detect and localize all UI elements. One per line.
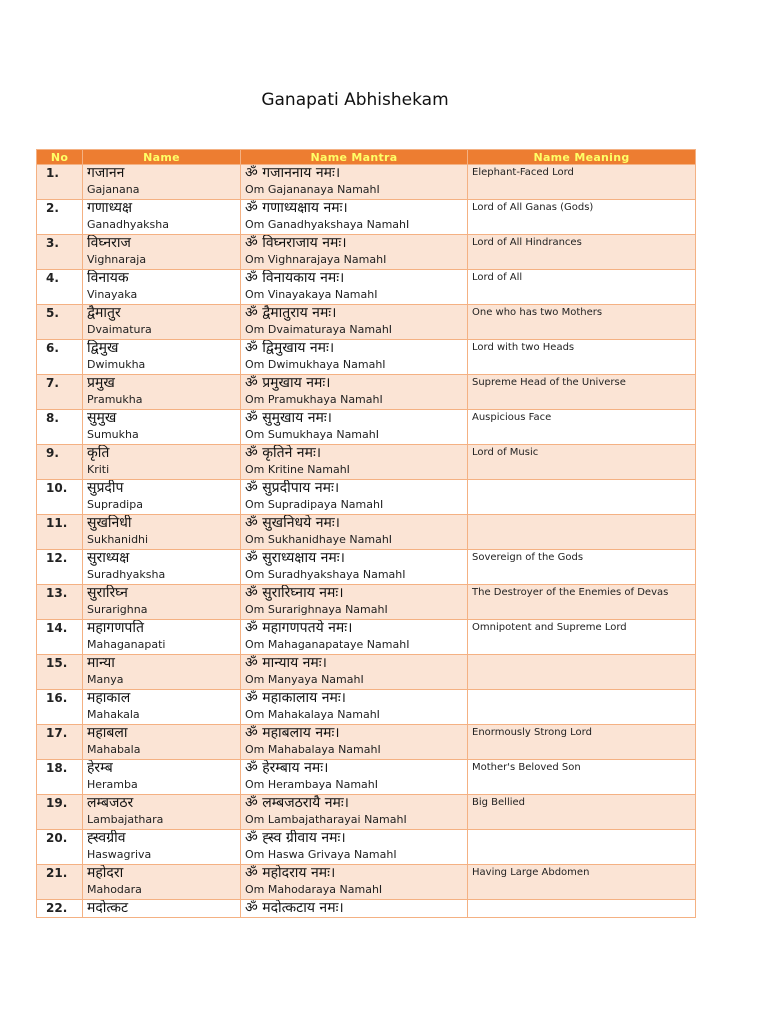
mantra-latin: Om Suradhyakshaya NamahI [245, 568, 406, 581]
header-mantra: Name Mantra [241, 150, 468, 165]
mantra-latin: Om Ganadhyakshaya NamahI [245, 218, 410, 231]
cell-mantra [241, 305, 468, 340]
table-row [37, 655, 696, 690]
cell-mantra [241, 340, 468, 375]
cell-mantra [241, 795, 468, 830]
cell-no [37, 165, 83, 200]
cell-name [83, 760, 241, 795]
cell-name [83, 585, 241, 620]
mantra-latin: Om Vinayakaya NamahI [245, 288, 378, 301]
cell-name [83, 410, 241, 445]
cell-no [37, 795, 83, 830]
row-number: 12. [46, 551, 68, 565]
cell-mantra [241, 690, 468, 725]
cell-meaning [468, 795, 696, 830]
table-row [37, 690, 696, 725]
name-meaning [472, 690, 691, 692]
cell-no [37, 305, 83, 340]
table-row [37, 445, 696, 480]
cell-meaning [468, 200, 696, 235]
name-latin: Lambajathara [87, 813, 164, 826]
name-devanagari: ह्स्वग्रीव [87, 830, 126, 846]
row-number: 18. [46, 761, 68, 775]
cell-mantra [241, 515, 468, 550]
cell-no [37, 865, 83, 900]
row-number: 2. [46, 201, 59, 215]
table-row [37, 760, 696, 795]
document-title: Ganapati Abhishekam [261, 90, 449, 110]
cell-name [83, 445, 241, 480]
cell-name [83, 865, 241, 900]
row-number: 1. [46, 166, 59, 180]
cell-mantra [241, 900, 468, 918]
name-meaning [472, 515, 691, 517]
cell-meaning [468, 760, 696, 795]
cell-meaning [468, 375, 696, 410]
table-row [37, 900, 696, 918]
mantra-devanagari: ॐ सुराध्यक्षाय नमः। [245, 550, 345, 566]
name-devanagari: सुखनिधी [87, 515, 132, 531]
name-latin: Supradipa [87, 498, 143, 511]
name-devanagari: हेरम्ब [87, 760, 113, 776]
mantra-devanagari: ॐ सुरारिघ्नाय नमः। [245, 585, 344, 601]
cell-meaning [468, 830, 696, 865]
cell-no [37, 620, 83, 655]
mantra-devanagari: ॐ द्वैमातुराय नमः। [245, 305, 337, 321]
cell-name [83, 200, 241, 235]
cell-meaning [468, 550, 696, 585]
name-meaning: Omnipotent and Supreme Lord [472, 622, 627, 633]
name-devanagari: कृति [87, 445, 110, 461]
name-latin: Heramba [87, 778, 138, 791]
mantra-devanagari: ॐ गणाध्यक्षाय नमः। [245, 200, 348, 216]
name-devanagari: महोदरा [87, 865, 124, 881]
name-devanagari: मदोत्कट [87, 900, 129, 916]
mantra-latin: Om Dvaimaturaya NamahI [245, 323, 393, 336]
name-devanagari: विघ्नराज [87, 235, 131, 251]
cell-no [37, 585, 83, 620]
cell-no [37, 235, 83, 270]
name-devanagari: द्विमुख [87, 340, 119, 356]
mantra-devanagari: ॐ महोदराय नमः। [245, 865, 336, 881]
name-devanagari: महाकाल [87, 690, 131, 706]
name-meaning: Having Large Abdomen [472, 867, 590, 878]
cell-no [37, 480, 83, 515]
cell-meaning [468, 900, 696, 918]
cell-no [37, 830, 83, 865]
mantra-devanagari: ॐ विनायकाय नमः। [245, 270, 345, 286]
name-devanagari: गणाध्यक्ष [87, 200, 133, 216]
cell-name [83, 375, 241, 410]
cell-mantra [241, 620, 468, 655]
cell-name [83, 725, 241, 760]
mantra-latin: Om Sukhanidhaye NamahI [245, 533, 393, 546]
row-number: 6. [46, 341, 59, 355]
mantra-devanagari: ॐ कृतिने नमः। [245, 445, 322, 461]
table-row [37, 865, 696, 900]
table-row [37, 200, 696, 235]
cell-name [83, 690, 241, 725]
mantra-latin: Om Pramukhaya NamahI [245, 393, 383, 406]
name-latin: Vinayaka [87, 288, 138, 301]
cell-no [37, 410, 83, 445]
mantra-devanagari: ॐ सुखनिधये नमः। [245, 515, 340, 531]
header-meaning: Name Meaning [468, 150, 696, 165]
name-meaning: Enormously Strong Lord [472, 727, 592, 738]
mantra-devanagari: ॐ मान्याय नमः। [245, 655, 327, 671]
name-meaning: Sovereign of the Gods [472, 552, 584, 563]
cell-no [37, 375, 83, 410]
table-row [37, 305, 696, 340]
table-row [37, 830, 696, 865]
mantra-latin: Om Mahakalaya NamahI [245, 708, 380, 721]
cell-meaning [468, 410, 696, 445]
name-meaning: Lord of All Ganas (Gods) [472, 202, 594, 213]
row-number: 10. [46, 481, 68, 495]
table-row [37, 725, 696, 760]
row-number: 19. [46, 796, 68, 810]
names-table [36, 149, 696, 918]
cell-no [37, 200, 83, 235]
cell-mantra [241, 585, 468, 620]
name-latin: Mahodara [87, 883, 142, 896]
cell-meaning [468, 340, 696, 375]
name-meaning: The Destroyer of the Enemies of Devas [472, 587, 669, 598]
cell-mantra [241, 410, 468, 445]
cell-mantra [241, 445, 468, 480]
mantra-devanagari: ॐ महाकालाय नमः। [245, 690, 346, 706]
name-meaning [472, 900, 691, 902]
name-latin: Sukhanidhi [87, 533, 149, 546]
name-meaning [472, 480, 691, 482]
name-meaning: Elephant-Faced Lord [472, 167, 574, 178]
cell-name [83, 270, 241, 305]
cell-no [37, 515, 83, 550]
cell-name [83, 235, 241, 270]
mantra-latin: Om Sumukhaya NamahI [245, 428, 379, 441]
name-devanagari: द्वैमातुर [87, 305, 121, 321]
cell-no [37, 760, 83, 795]
cell-name [83, 480, 241, 515]
mantra-devanagari: ॐ ह्स्व ग्रीवाय नमः। [245, 830, 346, 846]
cell-name [83, 340, 241, 375]
name-devanagari: सुरारिघ्न [87, 585, 128, 601]
row-number: 14. [46, 621, 68, 635]
mantra-latin: Om Vighnarajaya NamahI [245, 253, 387, 266]
cell-no [37, 655, 83, 690]
name-latin: Dwimukha [87, 358, 146, 371]
table-row [37, 270, 696, 305]
mantra-devanagari: ॐ प्रमुखाय नमः। [245, 375, 331, 391]
cell-mantra [241, 270, 468, 305]
name-devanagari: सुप्रदीप [87, 480, 124, 496]
cell-meaning [468, 305, 696, 340]
cell-meaning [468, 865, 696, 900]
cell-meaning [468, 690, 696, 725]
cell-no [37, 550, 83, 585]
name-meaning [472, 655, 691, 657]
mantra-latin: Om Haswa Grivaya NamahI [245, 848, 397, 861]
cell-mantra [241, 550, 468, 585]
name-latin: Mahakala [87, 708, 140, 721]
header-no: No [37, 150, 83, 165]
mantra-devanagari: ॐ सुप्रदीपाय नमः। [245, 480, 340, 496]
mantra-devanagari: ॐ द्विमुखाय नमः। [245, 340, 335, 356]
cell-meaning [468, 270, 696, 305]
name-meaning: Supreme Head of the Universe [472, 377, 626, 388]
mantra-devanagari: ॐ सुमुखाय नमः। [245, 410, 332, 426]
table-body [37, 165, 696, 918]
header-name: Name [83, 150, 241, 165]
mantra-latin: Om Surarighnaya NamahI [245, 603, 388, 616]
mantra-latin: Om Supradipaya NamahI [245, 498, 384, 511]
cell-meaning [468, 445, 696, 480]
name-latin: Haswagriva [87, 848, 152, 861]
mantra-devanagari: ॐ गजाननाय नमः। [245, 165, 341, 181]
cell-no [37, 340, 83, 375]
cell-mantra [241, 480, 468, 515]
mantra-latin: Om Herambaya NamahI [245, 778, 378, 791]
cell-name [83, 795, 241, 830]
table-row [37, 375, 696, 410]
name-meaning: Lord of All Hindrances [472, 237, 582, 248]
table-row [37, 480, 696, 515]
mantra-latin: Om Mahaganapataye NamahI [245, 638, 410, 651]
cell-meaning [468, 655, 696, 690]
name-latin: Gajanana [87, 183, 140, 196]
row-number: 9. [46, 446, 59, 460]
cell-mantra [241, 760, 468, 795]
row-number: 22. [46, 901, 68, 915]
cell-name [83, 515, 241, 550]
mantra-devanagari: ॐ हेरम्बाय नमः। [245, 760, 329, 776]
name-meaning: Lord with two Heads [472, 342, 575, 353]
table-row [37, 620, 696, 655]
name-latin: Vighnaraja [87, 253, 147, 266]
row-number: 4. [46, 271, 59, 285]
cell-no [37, 900, 83, 918]
row-number: 8. [46, 411, 59, 425]
cell-name [83, 830, 241, 865]
table-row [37, 795, 696, 830]
name-latin: Sumukha [87, 428, 139, 441]
row-number: 17. [46, 726, 68, 740]
name-devanagari: लम्बजठर [87, 795, 134, 811]
name-meaning: Big Bellied [472, 797, 526, 808]
name-latin: Mahaganapati [87, 638, 166, 651]
cell-no [37, 445, 83, 480]
cell-name [83, 655, 241, 690]
table-row [37, 515, 696, 550]
cell-name [83, 900, 241, 918]
name-latin: Ganadhyaksha [87, 218, 169, 231]
name-devanagari: सुराध्यक्ष [87, 550, 130, 566]
table-row [37, 410, 696, 445]
name-meaning: Auspicious Face [472, 412, 552, 423]
row-number: 11. [46, 516, 68, 530]
cell-no [37, 725, 83, 760]
mantra-devanagari: ॐ लम्बजठरायै नमः। [245, 795, 349, 811]
cell-name [83, 305, 241, 340]
name-meaning [472, 830, 691, 832]
table-row [37, 550, 696, 585]
name-devanagari: महाबला [87, 725, 128, 741]
mantra-latin: Om Mahodaraya NamahI [245, 883, 383, 896]
table-header-row [37, 150, 696, 165]
mantra-latin: Om Manyaya NamahI [245, 673, 364, 686]
row-number: 20. [46, 831, 68, 845]
mantra-latin: Om Lambajatharayai NamahI [245, 813, 407, 826]
name-devanagari: सुमुख [87, 410, 117, 426]
name-devanagari: महागणपति [87, 620, 144, 636]
cell-meaning [468, 235, 696, 270]
name-latin: Manya [87, 673, 124, 686]
cell-mantra [241, 865, 468, 900]
cell-meaning [468, 480, 696, 515]
cell-mantra [241, 655, 468, 690]
row-number: 16. [46, 691, 68, 705]
table-row [37, 235, 696, 270]
mantra-devanagari: ॐ महाबलाय नमः। [245, 725, 340, 741]
name-devanagari: प्रमुख [87, 375, 115, 391]
name-devanagari: गजानन [87, 165, 125, 181]
cell-meaning [468, 515, 696, 550]
cell-name [83, 165, 241, 200]
cell-mantra [241, 200, 468, 235]
cell-mantra [241, 165, 468, 200]
name-devanagari: मान्या [87, 655, 115, 671]
cell-mantra [241, 375, 468, 410]
cell-name [83, 620, 241, 655]
row-number: 5. [46, 306, 59, 320]
cell-meaning [468, 620, 696, 655]
mantra-devanagari: ॐ विघ्नराजाय नमः। [245, 235, 347, 251]
cell-meaning [468, 585, 696, 620]
table-row [37, 165, 696, 200]
cell-mantra [241, 830, 468, 865]
table-row [37, 340, 696, 375]
cell-meaning [468, 165, 696, 200]
row-number: 13. [46, 586, 68, 600]
cell-mantra [241, 725, 468, 760]
row-number: 3. [46, 236, 59, 250]
name-meaning: Lord of All [472, 272, 523, 283]
cell-meaning [468, 725, 696, 760]
name-latin: Mahabala [87, 743, 141, 756]
row-number: 15. [46, 656, 68, 670]
table-row [37, 585, 696, 620]
name-latin: Dvaimatura [87, 323, 152, 336]
mantra-devanagari: ॐ महागणपतये नमः। [245, 620, 353, 636]
mantra-latin: Om Dwimukhaya NamahI [245, 358, 386, 371]
cell-mantra [241, 235, 468, 270]
mantra-latin: Om Gajananaya NamahI [245, 183, 380, 196]
name-latin: Surarighna [87, 603, 148, 616]
cell-name [83, 550, 241, 585]
cell-no [37, 270, 83, 305]
mantra-latin: Om Mahabalaya NamahI [245, 743, 381, 756]
name-meaning: One who has two Mothers [472, 307, 603, 318]
row-number: 7. [46, 376, 59, 390]
name-latin: Suradhyaksha [87, 568, 166, 581]
name-latin: Kriti [87, 463, 110, 476]
mantra-devanagari: ॐ मदोत्कटाय नमः। [245, 900, 344, 916]
name-devanagari: विनायक [87, 270, 129, 286]
name-meaning: Mother's Beloved Son [472, 762, 581, 773]
mantra-latin: Om Kritine NamahI [245, 463, 350, 476]
cell-no [37, 690, 83, 725]
name-latin: Pramukha [87, 393, 143, 406]
name-meaning: Lord of Music [472, 447, 539, 458]
row-number: 21. [46, 866, 68, 880]
